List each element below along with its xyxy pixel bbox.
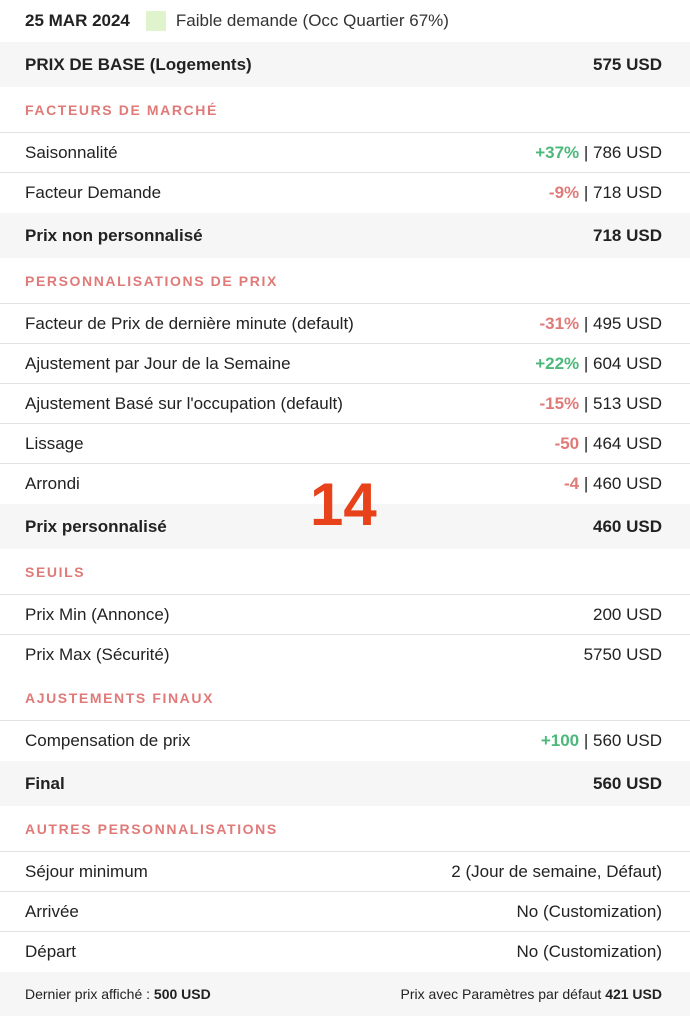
adjustment-value xyxy=(555,434,662,454)
final-adjustment-label: Compensation de prix xyxy=(25,731,191,750)
adjustment-result: 513 USD xyxy=(593,393,662,413)
other-value: 2 (Jour de semaine, Défaut) xyxy=(451,861,662,881)
default-price-label: Prix avec Paramètres par défaut xyxy=(400,986,606,1002)
separator: | xyxy=(579,183,594,202)
base-price-value: 575 USD xyxy=(593,54,662,74)
factor-result: 786 USD xyxy=(593,142,662,162)
adjustment-label: Ajustement par Jour de la Semaine xyxy=(25,353,291,373)
other-label: Départ xyxy=(25,942,77,961)
personalized-value: 460 USD xyxy=(593,516,662,536)
adjustment-label: Ajustement Basé sur l'occupation (default) xyxy=(25,393,343,413)
overlay-number: 14 xyxy=(310,471,377,538)
final-adjustment-delta: +100 xyxy=(540,731,580,750)
final-value: 560 USD xyxy=(593,773,662,793)
factor-label: Saisonnalité xyxy=(25,142,118,162)
demand-swatch xyxy=(146,11,166,31)
separator: | xyxy=(579,393,594,413)
unpersonalized-value: 718 USD xyxy=(593,225,662,245)
adjustment-delta: -15% xyxy=(539,393,580,413)
separator: | xyxy=(579,142,594,162)
adjustment-row xyxy=(0,344,690,384)
adjustment-delta: -31% xyxy=(539,313,580,333)
factor-delta: +37% xyxy=(535,142,580,162)
factor-label: Facteur Demande xyxy=(25,183,162,202)
last-price-info xyxy=(25,986,211,1002)
default-price-value: 421 USD xyxy=(605,986,662,1002)
factor-value xyxy=(549,183,662,203)
adjustment-row xyxy=(0,304,690,344)
date-label: 25 MAR 2024 xyxy=(25,11,130,30)
adjustment-label: Lissage xyxy=(25,433,84,453)
adjustment-label: Facteur de Prix de dernière minute (default) xyxy=(25,313,354,333)
section-title-final-adjustments: AJUSTEMENTS FINAUX xyxy=(0,675,690,721)
section-title-other: AUTRES PERSONNALISATIONS xyxy=(0,806,690,852)
threshold-value: 5750 USD xyxy=(583,645,662,664)
adjustment-delta: -50 xyxy=(554,433,580,453)
adjustment-label: Arrondi xyxy=(25,474,80,493)
default-price-info xyxy=(401,986,662,1002)
adjustment-result: 464 USD xyxy=(593,433,662,453)
adjustment-result: 495 USD xyxy=(593,313,662,333)
adjustment-value xyxy=(539,314,662,334)
separator: | xyxy=(579,313,594,333)
base-price-label: PRIX DE BASE (Logements) xyxy=(25,54,252,74)
footer xyxy=(0,972,690,1016)
personalized-label: Prix personnalisé xyxy=(25,516,167,536)
adjustment-delta: +22% xyxy=(535,353,580,373)
factor-row xyxy=(0,133,690,173)
separator: | xyxy=(579,433,594,453)
threshold-label: Prix Min (Annonce) xyxy=(25,604,170,624)
adjustment-value xyxy=(535,354,662,374)
threshold-value: 200 USD xyxy=(593,604,662,624)
adjustment-value xyxy=(539,394,662,414)
other-value: No (Customization) xyxy=(516,901,662,921)
demand-label: Faible demande (Occ Quartier 67%) xyxy=(175,11,449,30)
final-adjustment-result: 560 USD xyxy=(593,731,662,750)
last-price-value: 500 USD xyxy=(153,986,211,1002)
final-price-row xyxy=(0,761,690,806)
factor-delta: -9% xyxy=(548,183,580,202)
section-title-thresholds: SEUILS xyxy=(0,549,690,595)
last-price-label: Dernier prix affiché : xyxy=(25,986,154,1002)
other-label: Séjour minimum xyxy=(25,861,148,881)
unpersonalized-price-row xyxy=(0,213,690,258)
adjustment-row xyxy=(0,424,690,464)
adjustment-row xyxy=(0,384,690,424)
other-label: Arrivée xyxy=(25,901,79,921)
other-row xyxy=(0,852,690,892)
threshold-row xyxy=(0,635,690,675)
factor-result: 718 USD xyxy=(593,183,662,202)
other-row xyxy=(0,892,690,932)
threshold-label: Prix Max (Sécurité) xyxy=(25,645,170,664)
final-label: Final xyxy=(25,773,65,793)
adjustment-result: 604 USD xyxy=(593,353,662,373)
unpersonalized-label: Prix non personnalisé xyxy=(25,225,203,245)
final-adjustment-row xyxy=(0,721,690,761)
other-value: No (Customization) xyxy=(516,942,662,961)
factor-row xyxy=(0,173,690,213)
final-adjustment-value xyxy=(541,731,662,751)
separator: | xyxy=(579,474,594,493)
date-header xyxy=(0,0,690,42)
adjustment-result: 460 USD xyxy=(593,474,662,493)
other-row xyxy=(0,932,690,972)
separator: | xyxy=(579,353,594,373)
base-price-row xyxy=(0,42,690,87)
section-title-market: FACTEURS DE MARCHÉ xyxy=(0,87,690,133)
separator: | xyxy=(579,731,594,750)
adjustment-delta: -4 xyxy=(564,474,580,493)
threshold-row xyxy=(0,595,690,635)
section-title-personalizations: PERSONNALISATIONS DE PRIX xyxy=(0,258,690,304)
factor-value xyxy=(535,143,662,163)
adjustment-value xyxy=(564,474,662,494)
